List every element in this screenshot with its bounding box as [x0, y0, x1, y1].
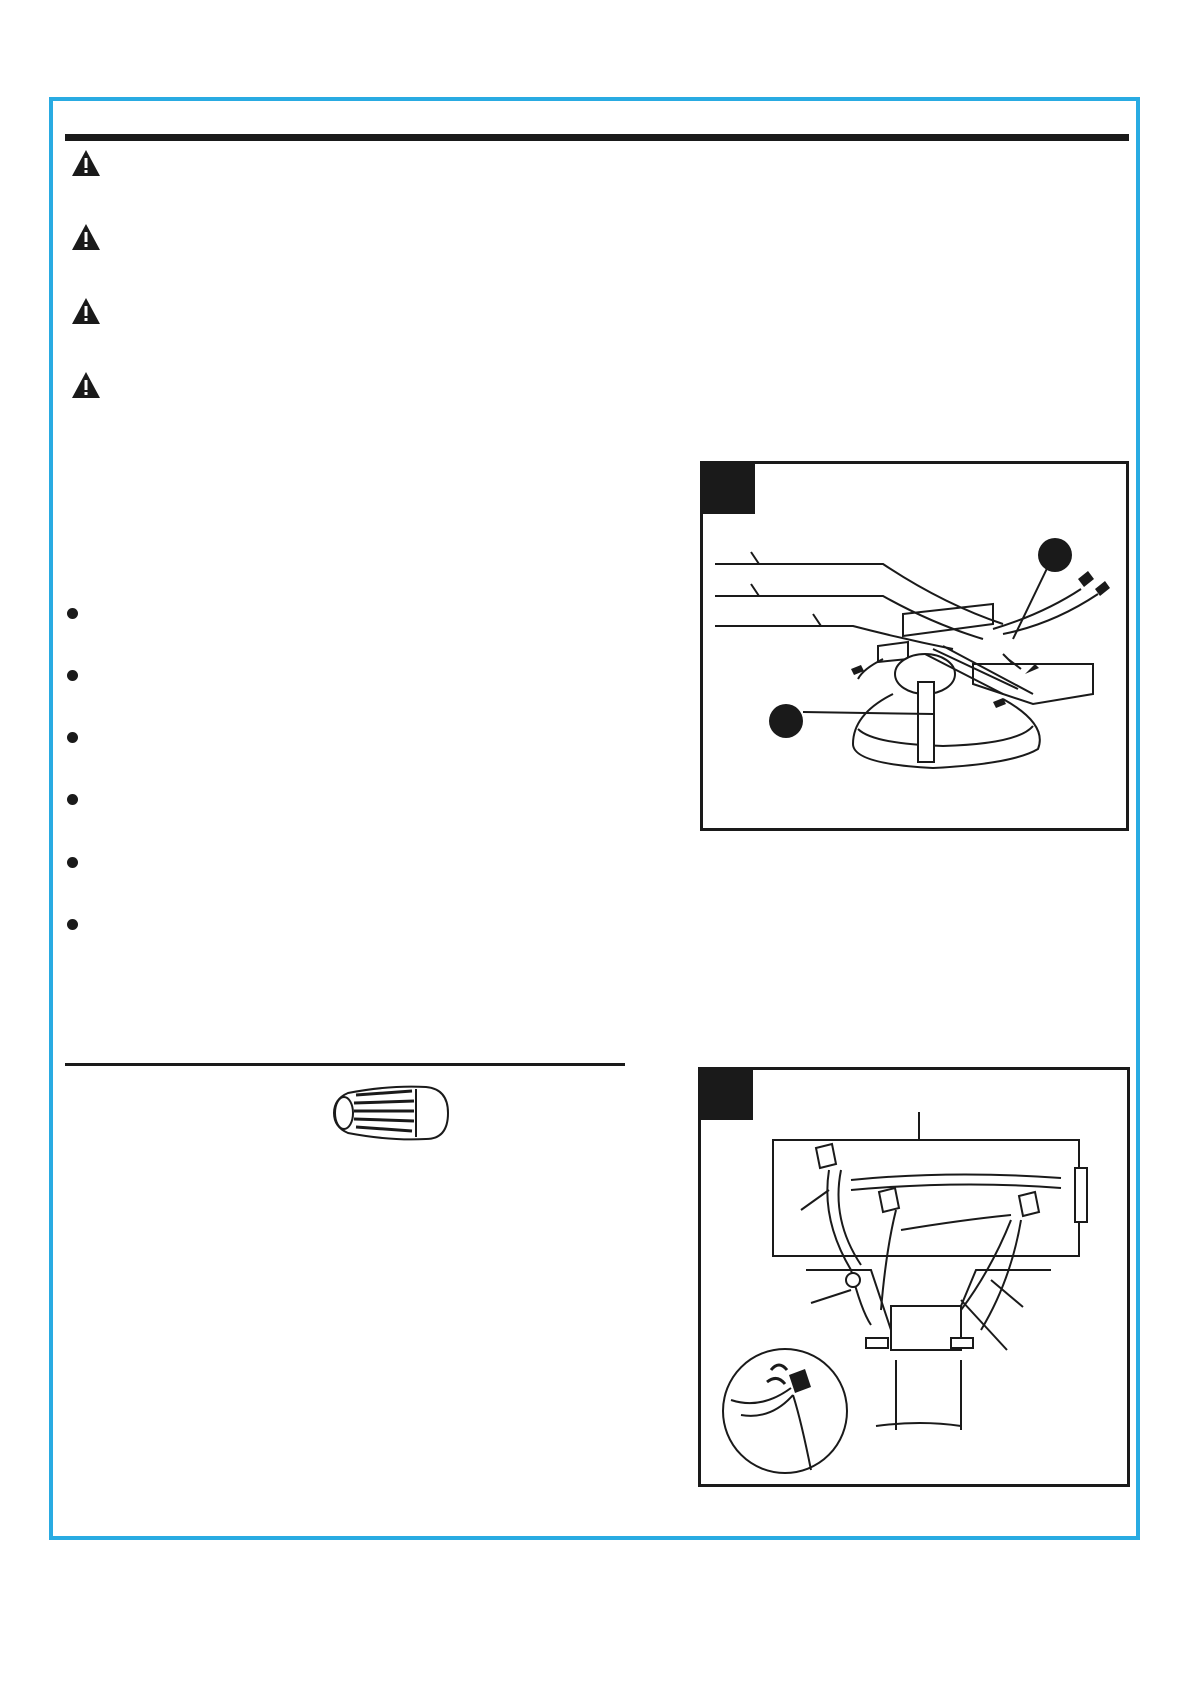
bullet-dot-icon	[67, 732, 78, 743]
bullet-dot-icon	[67, 857, 78, 868]
wire-connector-icon	[330, 1083, 450, 1143]
bullet-dot-icon	[67, 794, 78, 805]
warning-triangle-icon	[70, 222, 102, 252]
bullet-dot-icon	[67, 670, 78, 681]
section-rule	[65, 1063, 625, 1066]
bullet-dot-icon	[67, 919, 78, 930]
warning-triangle-icon	[70, 370, 102, 400]
header-rule	[65, 134, 1129, 141]
fan-wiring-illustration	[703, 464, 1126, 828]
figure-1	[700, 461, 1129, 831]
warning-triangle-icon	[70, 148, 102, 178]
mounting-bracket-wiring-illustration	[701, 1070, 1127, 1484]
figure-2	[698, 1067, 1130, 1487]
bullet-dot-icon	[67, 608, 78, 619]
warning-triangle-icon	[70, 296, 102, 326]
